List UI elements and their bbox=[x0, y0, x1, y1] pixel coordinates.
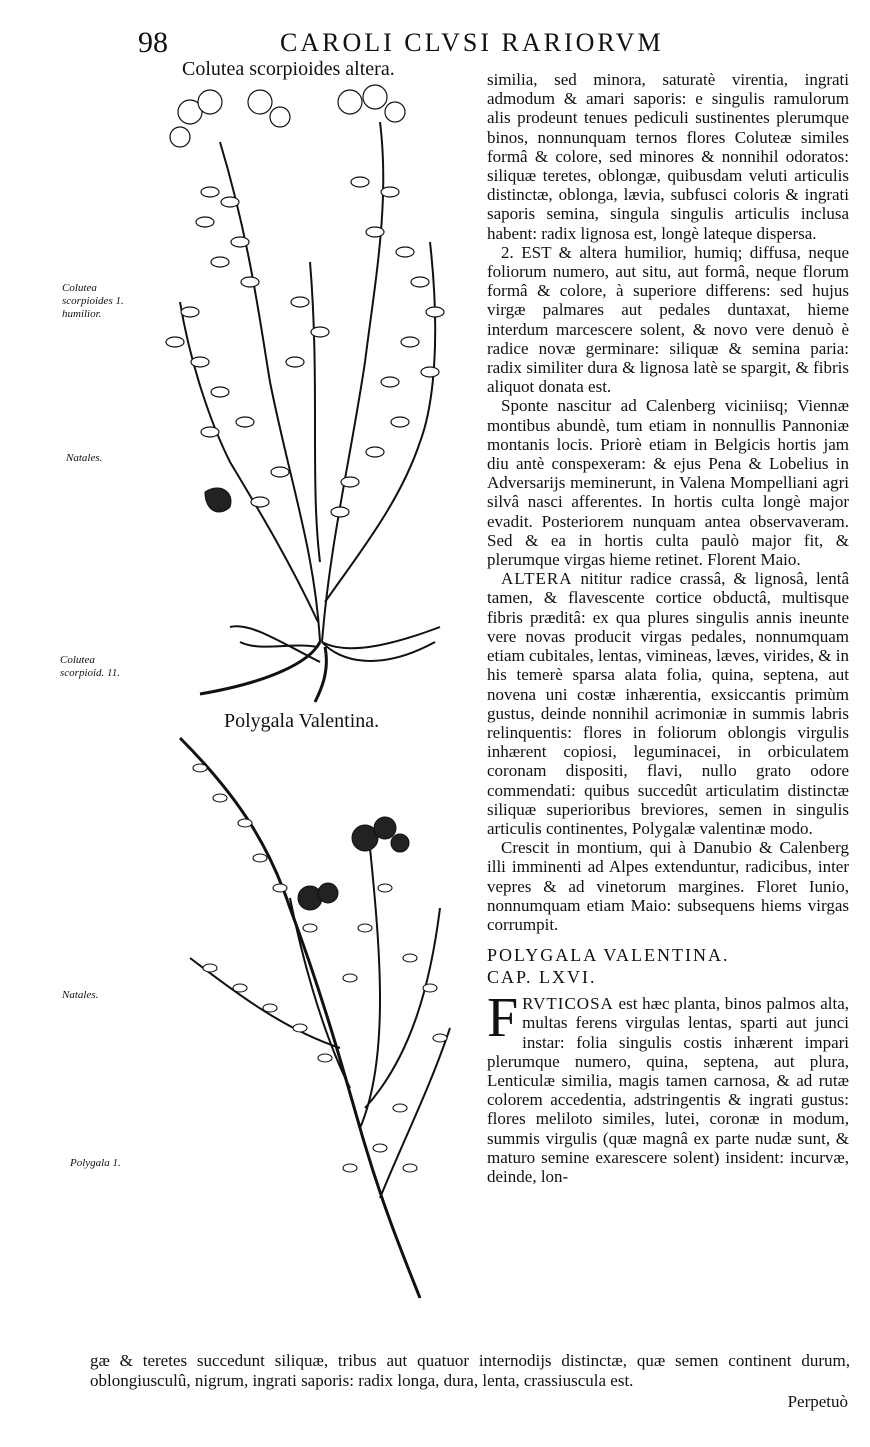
paragraph-4-lead: ALTERA bbox=[501, 569, 573, 589]
drop-cap: F bbox=[487, 987, 519, 1050]
chapter-lead: RVTICOSA bbox=[522, 994, 614, 1014]
chapter-number: CAP. LXVI. bbox=[487, 967, 597, 988]
chapter-body: est hæc planta, binos palmos alta, multas ferens virgulas lentas, sparti aut junci instar: folia singulis costis inhærent impari plerumque numero, quina, septena, aut plura, Lenticulæ similia, magis tamen carnosa, & ad rutæ colorem accedentia, adstringentis & ingrati gustus: flores meliloto similes, lutei, coronæ in modum, summis virgulis (quæ magnâ ex parte nudæ sunt, & maturo semine exarescere solent) insident: incurvæ, deinde, lon- bbox=[487, 994, 849, 1186]
paragraph-4-body: nititur radice crassâ, & lignosâ, lentâ tamen, & flavescente cortice obductâ, multisque fibris præditâ: ex qua plures singulis annis ineunte vere novas producit virgas pedales, nonnumquam etiam cubitales, lentas, vimineas, læves, virides, & in his temerè sparsa alata folia, quina, septena, aut novena uni costæ inhærentia, exsiccantis primùm gustus, deinde nonnihil acrimoniæ in summis labris relinquentis: flores in foliorum oblongis virgulis inhærent copiosi, leguminacei, in orbiculatem coronam dispositi, flavi, nullo grato odore commendati: quibus succedût articulatim distinctæ siliquæ superioribus breviores, semen in singulis articulis continentes, Polygalæ valentinæ modo. bbox=[487, 569, 849, 838]
text-column bbox=[487, 70, 849, 1186]
paragraph-4 bbox=[487, 569, 849, 838]
paragraph-5: Crescit in montium, qui à Danubio & Calenberg illi imminenti ad Alpes extenduntur, radicibus, inter vepres & ad vinetorum margines. Floret Iunio, nonnumquam etiam Maio: subsequens hiems virgas corrumpit. bbox=[487, 838, 849, 934]
running-title: CAROLI CLVSI RARIORVM bbox=[280, 28, 664, 57]
colutea-woodcut-illustration bbox=[150, 82, 450, 712]
margin-note-3: Colutea scorpioid. 11. bbox=[60, 654, 120, 679]
paragraph-3: Sponte nascitur ad Calenberg viciniisq; Viennæ montibus abundè, tum etiam in nonnullis Pannoniæ montanis locis. Priorè etiam in Belgicis hortis jam diu antè conspexeram: & ejus Pena & Lobelius in Adversarijs meminerunt, in Valena Mompelliani agri silvâ nasci afferentes. In hortis culta longè major evadit. Posteriorem nunquam antea observaveram. Sed & ea in hortis culta paulò major fit, & plerumque virgas hieme retinet. Florent Maio. bbox=[487, 396, 849, 570]
polygala-woodcut-illustration bbox=[150, 728, 460, 1318]
paragraph-1: similia, sed minora, saturatè virentia, ingrati admodum & amari saporis: e singulis ramulorum alis prodeunt tenues pediculi sustinentes plerumque binos, nonnunquam ternos flores Coluteæ similes formâ & colore, sed minores & nonnihil odoratos: siliquæ teretes, oblongæ, quibusdam veluti articulis distinctæ, oblonga, lævia, subfusci coloris & ingrati saporis semina, singula singulis articulis inclusa habent: radix lignosa est, longè lateque dispersa. bbox=[487, 70, 849, 243]
bottom-text: gæ & teretes succedunt siliquæ, tribus aut quatuor internodijs distinctæ, quæ semen continent durum, oblongiusculû, nigrum, ingrati saporis: radix longa, dura, lenta, crassiuscula est. bbox=[90, 1351, 850, 1390]
paragraph-2: 2. EST & altera humilior, humiq; diffusa, neque foliorum numero, aut situ, aut formâ, neque florum formâ & colore, à superiore differens: sed hujus virgæ palmares aut pedales duntaxat, hieme interdum marcescere solent, & novo vere denuò è radice novæ germinare: siliquæ & semina paria: radix similiter dura & lignosa latè se spargit, & fibris aliquot donata est. bbox=[487, 242, 849, 397]
margin-note-5: Polygala 1. bbox=[70, 1157, 121, 1169]
page-number: 98 bbox=[138, 26, 168, 59]
margin-note-4: Natales. bbox=[62, 989, 99, 1001]
margin-note-2: Natales. bbox=[66, 452, 103, 464]
margin-note-1: Colutea scorpioides 1. humilior. bbox=[62, 282, 124, 320]
chapter-title: POLYGALA VALENTINA. bbox=[487, 945, 730, 966]
plant2-caption: Polygala Valentina. bbox=[224, 710, 380, 732]
plant1-caption: Colutea scorpioides altera. bbox=[182, 58, 395, 80]
chapter-paragraph bbox=[487, 987, 849, 1186]
catchword: Perpetuò bbox=[787, 1392, 848, 1411]
